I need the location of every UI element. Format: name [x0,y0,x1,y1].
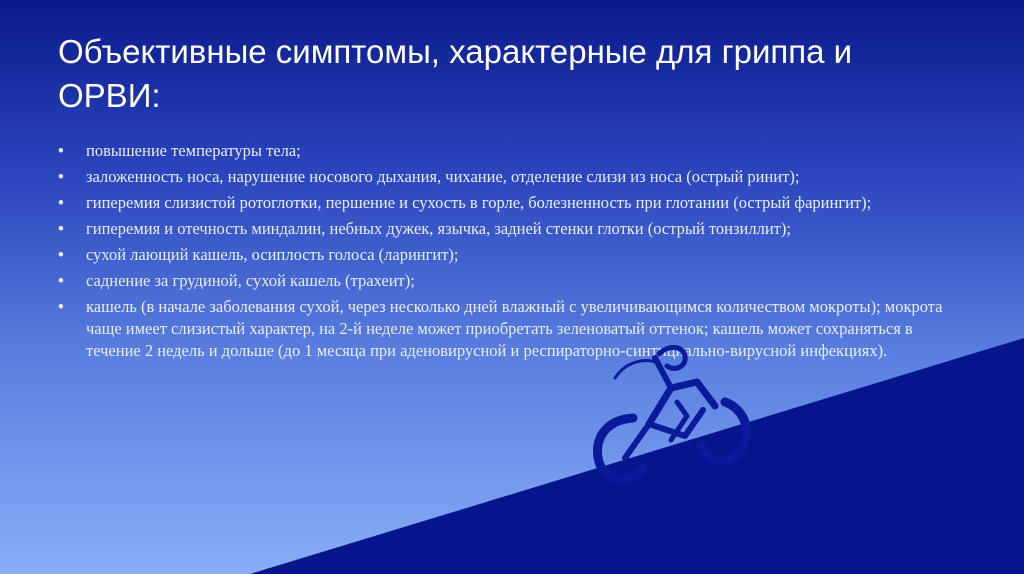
list-item-text: гиперемия слизистой ротоглотки, першение и сухость в горле, болезненность при глотании (острый фарингит); [86,193,872,212]
symptom-list [58,140,948,366]
list-item-text: заложенность носа, нарушение носового дыхания, чихание, отделение слизи из носа (острый ринит); [86,167,800,186]
bullet-marker: • [58,142,64,160]
list-item [58,244,948,266]
list-item-text: кашель (в начале заболевания сухой, через несколько дней влажный с увеличивающимся количеством мокроты); мокрота чаще имеет слизистый характер, на 2-й неделе может приобретать зеленоватый оттенок; кашель может сохраняться в течение 2 недель и дольше (до 1 месяца при аденовирусной и респираторно-синтициально-вирусной инфекциях). [86,297,943,360]
bullet-marker: • [58,272,64,290]
bullet-marker: • [58,298,64,316]
bullet-marker: • [58,246,64,264]
bullet-marker: • [58,168,64,186]
list-item [58,270,948,292]
list-item [58,296,948,362]
slide-title: Объективные симптомы, характерные для гриппа и ОРВИ: [58,33,853,114]
bullet-marker: • [58,220,64,238]
list-item [58,218,948,240]
bullet-marker: • [58,194,64,212]
list-item-text: сухой лающий кашель, осиплость голоса (ларингит); [86,245,459,264]
list-item [58,166,948,188]
list-item-text: гиперемия и отечность миндалин, небных дужек, язычка, задней стенки глотки (острый тонзиллит); [86,219,791,238]
list-item [58,192,948,214]
list-item-text: повышение температуры тела; [86,141,301,160]
cyclist-icon [585,340,755,490]
list-item [58,140,948,162]
list-item-text: саднение за грудиной, сухой кашель (трахеит); [86,271,415,290]
